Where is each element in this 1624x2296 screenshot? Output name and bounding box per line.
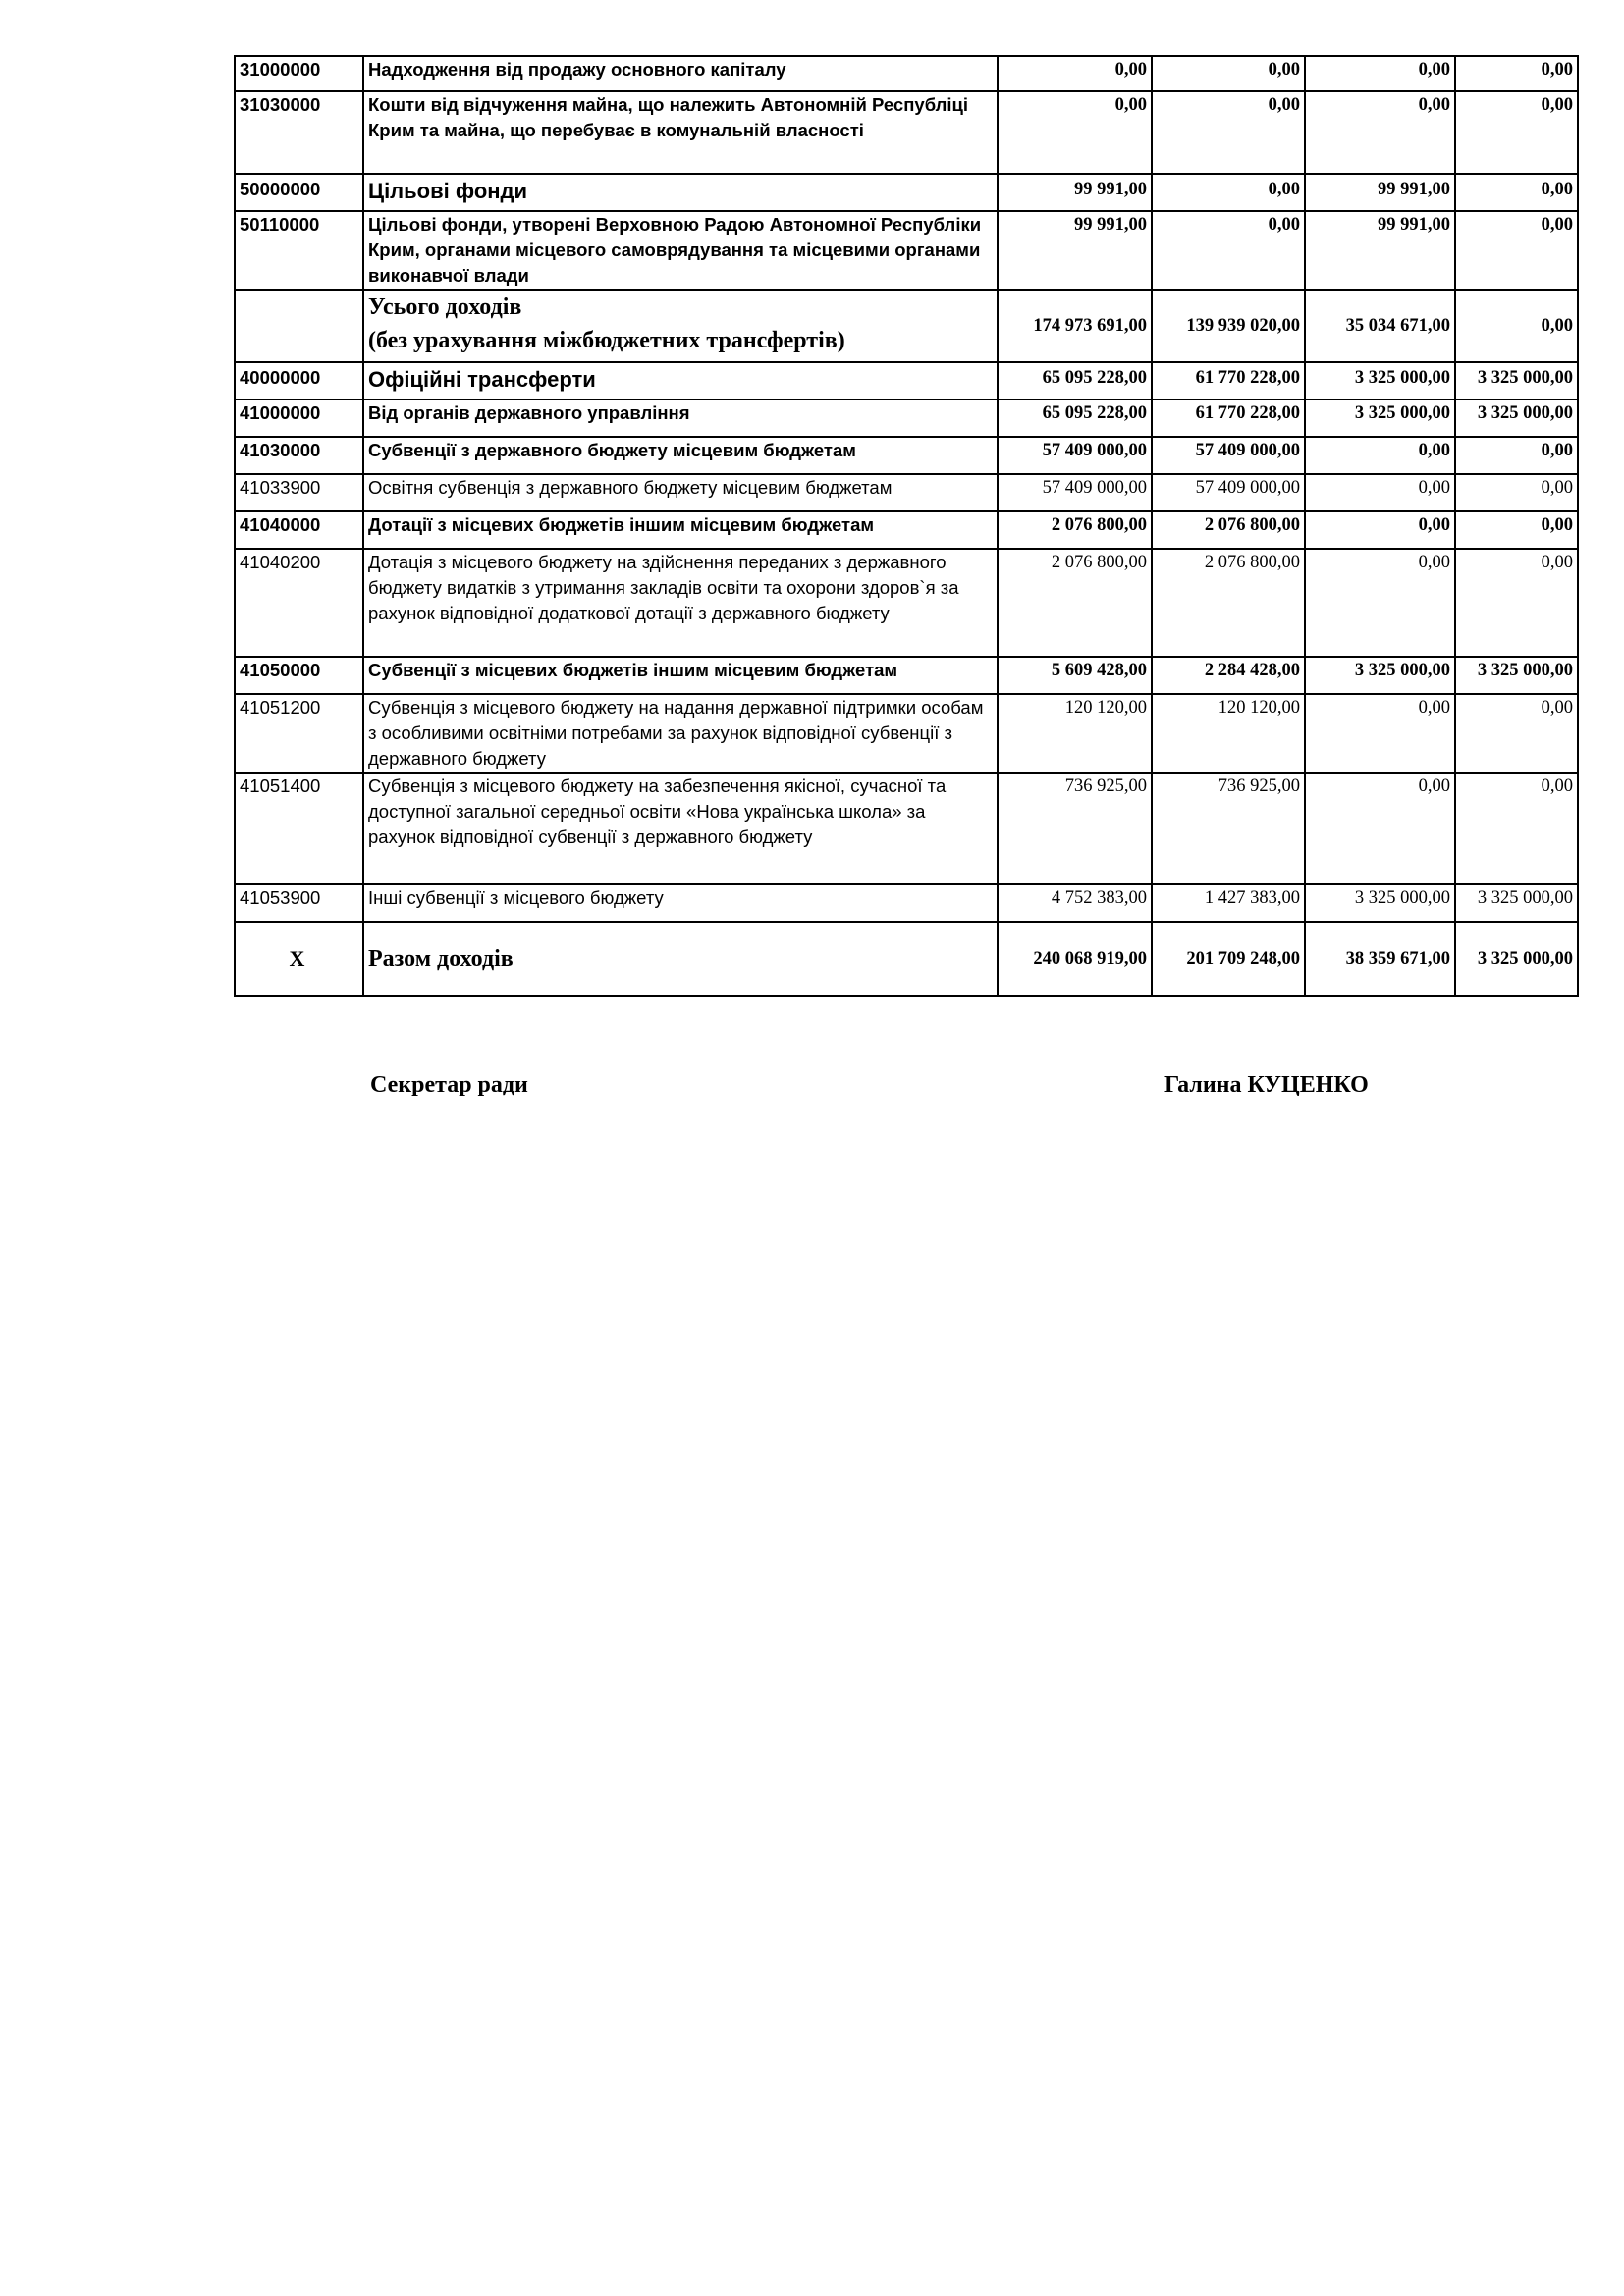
row-special-fund: 3 325 000,00 bbox=[1305, 362, 1455, 400]
row-special-fund: 0,00 bbox=[1305, 91, 1455, 174]
row-special-fund: 3 325 000,00 bbox=[1305, 884, 1455, 922]
row-development-budget: 0,00 bbox=[1455, 437, 1578, 474]
table-row bbox=[235, 474, 1578, 511]
row-development-budget: 0,00 bbox=[1455, 694, 1578, 773]
table-row bbox=[235, 773, 1578, 884]
table-row bbox=[235, 211, 1578, 290]
row-name: Освітня субвенція з державного бюджету місцевим бюджетам bbox=[363, 474, 998, 511]
row-special-fund: 0,00 bbox=[1305, 511, 1455, 549]
row-name: Офіційні трансферти bbox=[363, 362, 998, 400]
row-general-fund: 139 939 020,00 bbox=[1152, 290, 1305, 362]
table-row bbox=[235, 290, 1578, 362]
row-general-fund: 120 120,00 bbox=[1152, 694, 1305, 773]
row-code: 41050000 bbox=[235, 657, 363, 694]
row-name: Цільові фонди, утворені Верховною Радою Автономної Республіки Крим, органами місцевого самоврядування та місцевими органами виконавчої влади bbox=[363, 211, 998, 290]
row-development-budget: 3 325 000,00 bbox=[1455, 884, 1578, 922]
table-row bbox=[235, 56, 1578, 91]
row-code: 31030000 bbox=[235, 91, 363, 174]
row-general-fund: 1 427 383,00 bbox=[1152, 884, 1305, 922]
row-general-fund: 57 409 000,00 bbox=[1152, 437, 1305, 474]
table-row bbox=[235, 91, 1578, 174]
row-special-fund: 3 325 000,00 bbox=[1305, 657, 1455, 694]
row-development-budget: 0,00 bbox=[1455, 174, 1578, 211]
row-total: 57 409 000,00 bbox=[998, 474, 1152, 511]
row-name: Субвенції з місцевих бюджетів іншим місцевим бюджетам bbox=[363, 657, 998, 694]
row-total: 120 120,00 bbox=[998, 694, 1152, 773]
row-special-fund: 0,00 bbox=[1305, 56, 1455, 91]
row-code: 41030000 bbox=[235, 437, 363, 474]
row-total: 57 409 000,00 bbox=[998, 437, 1152, 474]
row-development-budget: 3 325 000,00 bbox=[1455, 922, 1578, 996]
row-special-fund: 99 991,00 bbox=[1305, 211, 1455, 290]
row-general-fund: 2 076 800,00 bbox=[1152, 549, 1305, 657]
table-row bbox=[235, 174, 1578, 211]
table-row bbox=[235, 657, 1578, 694]
row-total: 99 991,00 bbox=[998, 174, 1152, 211]
row-name: Кошти від відчуження майна, що належить Автономній Республіці Крим та майна, що перебуває в комунальній власності bbox=[363, 91, 998, 174]
row-total: 5 609 428,00 bbox=[998, 657, 1152, 694]
row-development-budget: 3 325 000,00 bbox=[1455, 657, 1578, 694]
row-special-fund: 0,00 bbox=[1305, 773, 1455, 884]
row-code: 50000000 bbox=[235, 174, 363, 211]
row-special-fund: 0,00 bbox=[1305, 694, 1455, 773]
row-name: Від органів державного управління bbox=[363, 400, 998, 437]
subtotal-subtitle: (без урахування міжбюджетних трансфертів) bbox=[368, 328, 845, 353]
row-code: 40000000 bbox=[235, 362, 363, 400]
row-name: Інші субвенції з місцевого бюджету bbox=[363, 884, 998, 922]
row-total: 2 076 800,00 bbox=[998, 511, 1152, 549]
row-general-fund: 61 770 228,00 bbox=[1152, 362, 1305, 400]
row-name: Разом доходів bbox=[363, 922, 998, 996]
row-code: Х bbox=[235, 922, 363, 996]
row-total: 99 991,00 bbox=[998, 211, 1152, 290]
row-code: 50110000 bbox=[235, 211, 363, 290]
row-code: 31000000 bbox=[235, 56, 363, 91]
row-name: Субвенція з місцевого бюджету на надання державної підтримки особам з особливими освітніми потребами за рахунок відповідної субвенції з державного бюджету bbox=[363, 694, 998, 773]
row-name: Цільові фонди bbox=[363, 174, 998, 211]
row-total: 0,00 bbox=[998, 91, 1152, 174]
row-total: 174 973 691,00 bbox=[998, 290, 1152, 362]
row-special-fund: 0,00 bbox=[1305, 474, 1455, 511]
row-general-fund: 736 925,00 bbox=[1152, 773, 1305, 884]
row-code: 41040000 bbox=[235, 511, 363, 549]
row-name: Субвенція з місцевого бюджету на забезпечення якісної, сучасної та доступної загальної середньої освіти «Нова українська школа» за рахунок відповідної субвенції з державного бюджету bbox=[363, 773, 998, 884]
row-code: 41051400 bbox=[235, 773, 363, 884]
row-code: 41053900 bbox=[235, 884, 363, 922]
row-general-fund: 61 770 228,00 bbox=[1152, 400, 1305, 437]
row-development-budget: 0,00 bbox=[1455, 474, 1578, 511]
signatory-name: Галина КУЦЕНКО bbox=[1164, 1072, 1369, 1097]
row-general-fund: 2 076 800,00 bbox=[1152, 511, 1305, 549]
row-code: 41000000 bbox=[235, 400, 363, 437]
row-name: Надходження від продажу основного капіталу bbox=[363, 56, 998, 91]
table-row bbox=[235, 549, 1578, 657]
row-general-fund: 201 709 248,00 bbox=[1152, 922, 1305, 996]
row-general-fund: 2 284 428,00 bbox=[1152, 657, 1305, 694]
row-general-fund: 0,00 bbox=[1152, 91, 1305, 174]
row-general-fund: 0,00 bbox=[1152, 56, 1305, 91]
table-row bbox=[235, 884, 1578, 922]
row-development-budget: 0,00 bbox=[1455, 56, 1578, 91]
row-total: 0,00 bbox=[998, 56, 1152, 91]
subtotal-title: Усього доходів bbox=[368, 294, 522, 320]
row-development-budget: 0,00 bbox=[1455, 290, 1578, 362]
row-general-fund: 0,00 bbox=[1152, 174, 1305, 211]
row-general-fund: 57 409 000,00 bbox=[1152, 474, 1305, 511]
row-development-budget: 3 325 000,00 bbox=[1455, 362, 1578, 400]
row-development-budget: 0,00 bbox=[1455, 91, 1578, 174]
signatory-position: Секретар ради bbox=[370, 1072, 528, 1097]
table-row bbox=[235, 437, 1578, 474]
row-special-fund: 0,00 bbox=[1305, 437, 1455, 474]
row-special-fund: 3 325 000,00 bbox=[1305, 400, 1455, 437]
row-code: 41051200 bbox=[235, 694, 363, 773]
row-development-budget: 0,00 bbox=[1455, 549, 1578, 657]
row-development-budget: 0,00 bbox=[1455, 773, 1578, 884]
row-code: 41033900 bbox=[235, 474, 363, 511]
row-total: 736 925,00 bbox=[998, 773, 1152, 884]
row-name: Дотації з місцевих бюджетів іншим місцевим бюджетам bbox=[363, 511, 998, 549]
row-development-budget: 0,00 bbox=[1455, 211, 1578, 290]
row-code: 41040200 bbox=[235, 549, 363, 657]
row-total: 65 095 228,00 bbox=[998, 362, 1152, 400]
row-total: 240 068 919,00 bbox=[998, 922, 1152, 996]
row-special-fund: 0,00 bbox=[1305, 549, 1455, 657]
row-development-budget: 3 325 000,00 bbox=[1455, 400, 1578, 437]
row-total: 4 752 383,00 bbox=[998, 884, 1152, 922]
table-row bbox=[235, 511, 1578, 549]
income-table bbox=[234, 55, 1579, 997]
row-total: 65 095 228,00 bbox=[998, 400, 1152, 437]
row-special-fund: 35 034 671,00 bbox=[1305, 290, 1455, 362]
row-general-fund: 0,00 bbox=[1152, 211, 1305, 290]
row-code bbox=[235, 290, 363, 362]
row-total: 2 076 800,00 bbox=[998, 549, 1152, 657]
row-name: Субвенції з державного бюджету місцевим бюджетам bbox=[363, 437, 998, 474]
table-row bbox=[235, 694, 1578, 773]
row-name: Дотація з місцевого бюджету на здійснення переданих з державного бюджету видатків з утримання закладів освіти та охорони здоров`я за рахунок відповідної додаткової дотації з державного бюджету bbox=[363, 549, 998, 657]
row-special-fund: 99 991,00 bbox=[1305, 174, 1455, 211]
row-development-budget: 0,00 bbox=[1455, 511, 1578, 549]
row-special-fund: 38 359 671,00 bbox=[1305, 922, 1455, 996]
table-row-grand-total bbox=[235, 922, 1578, 996]
row-name bbox=[363, 290, 998, 362]
table-row bbox=[235, 400, 1578, 437]
table-row bbox=[235, 362, 1578, 400]
